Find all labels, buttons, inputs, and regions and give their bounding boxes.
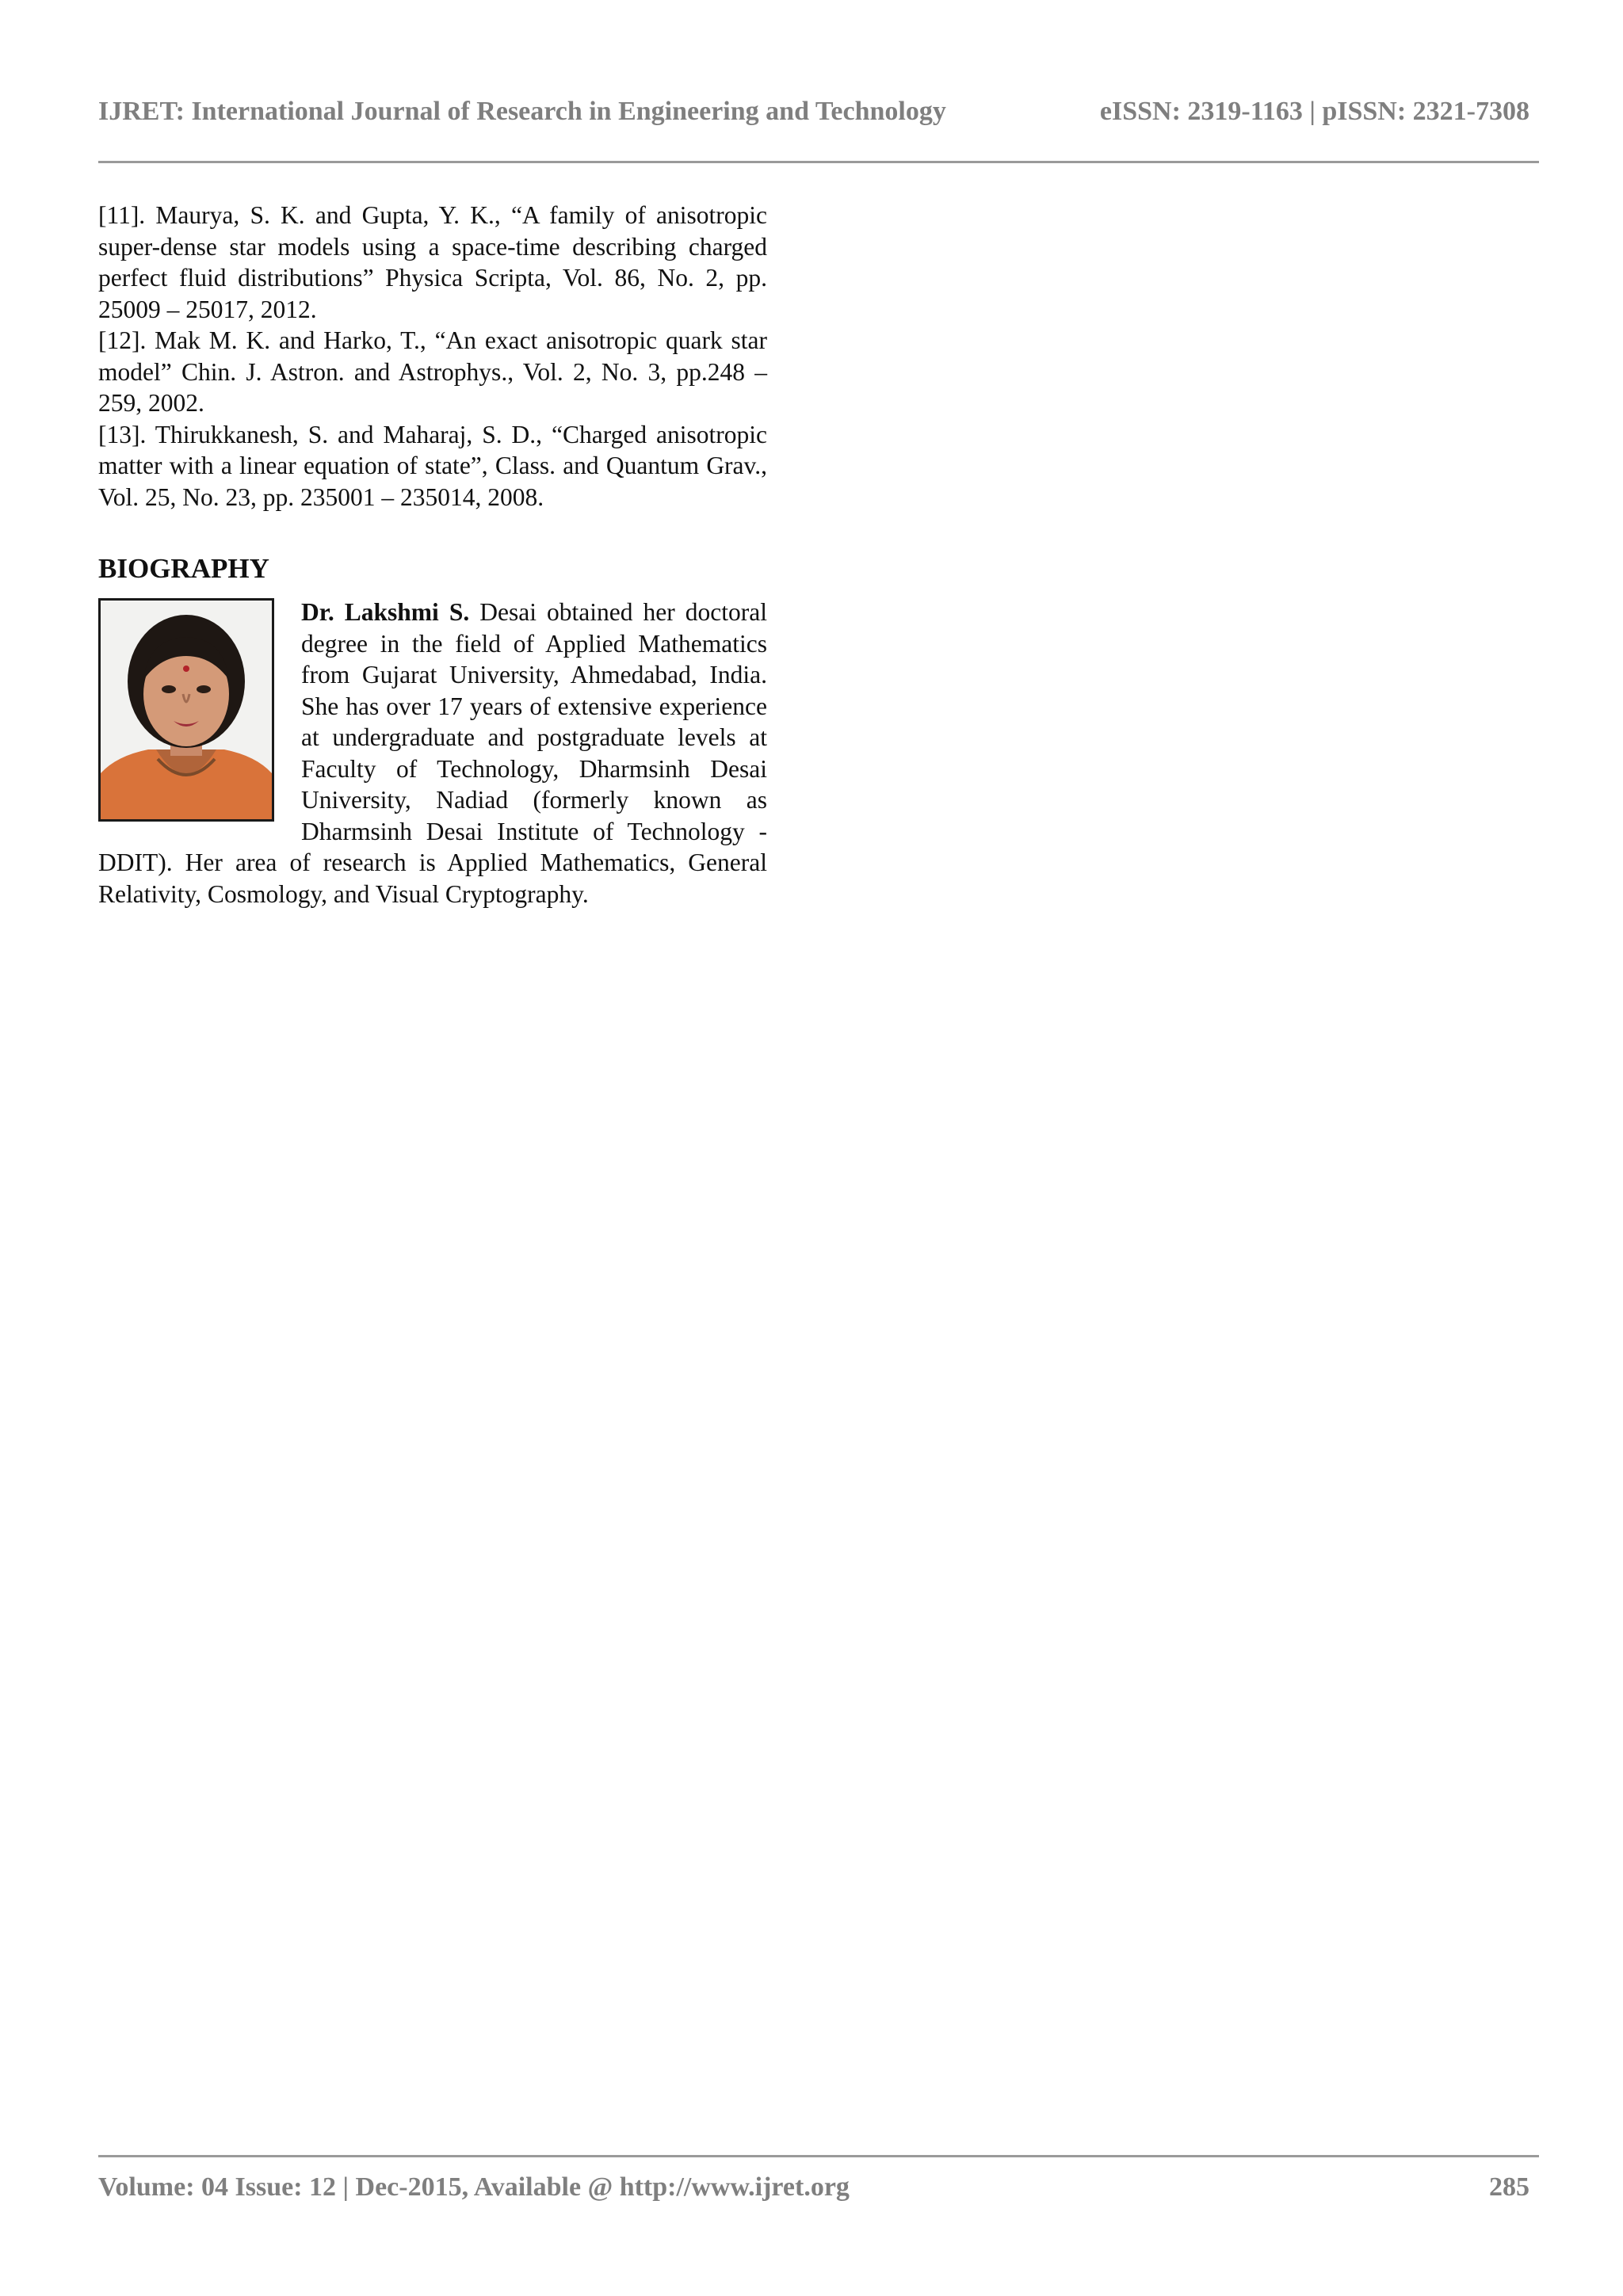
page-footer bbox=[98, 2172, 1529, 2214]
left-column bbox=[98, 200, 767, 910]
biography-author-name: Dr. Lakshmi S. bbox=[301, 598, 470, 626]
portrait-image bbox=[101, 601, 272, 819]
reference-12: [12]. Mak M. K. and Harko, T., “An exact anisotropic quark star model” Chin. J. Astron. and Astrophys., Vol. 2, No. 3, pp.248 – 259, 2002. bbox=[98, 326, 767, 417]
reference-11: [11]. Maurya, S. K. and Gupta, Y. K., “A family of anisotropic super-dense star models using a space-time describing charged perfect fluid distributions” Physica Scripta, Vol. 86, No. 2, pp. 25009 – 25017, 2012. bbox=[98, 201, 767, 323]
reference-13: [13]. Thirukkanesh, S. and Maharaj, S. D., “Charged anisotropic matter with a linear equation of state”, Class. and Quantum Grav., Vol. 25, No. 23, pp. 235001 – 235014, 2008. bbox=[98, 420, 767, 511]
biography-text: Desai obtained her doctoral degree in the field of Applied Mathematics from Gujarat University, Ahmedabad, India. She has over 17 years of extensive experience at undergraduate and postgraduate levels at Faculty of Technology, Dharmsinh Desai University, Nadiad (formerly known as Dharmsinh Desai Institute of Technology - DDIT). Her area of research is Applied Mathematics, General Relativity, Cosmology, and Visual Cryptography. bbox=[98, 598, 767, 908]
page-header bbox=[98, 97, 1529, 138]
header-rule bbox=[98, 161, 1539, 163]
footer-rule bbox=[98, 2155, 1539, 2157]
biography-heading: BIOGRAPHY bbox=[98, 553, 269, 584]
biography-body bbox=[98, 597, 767, 910]
issn-info: eISSN: 2319-1163 | pISSN: 2321-7308 bbox=[1099, 97, 1529, 126]
journal-title: IJRET: International Journal of Research in Engineering and Technology bbox=[98, 97, 946, 126]
page-number: 285 bbox=[1489, 2172, 1529, 2202]
volume-info: Volume: 04 Issue: 12 | Dec-2015, Available @ http://www.ijret.org bbox=[98, 2172, 850, 2202]
author-photo bbox=[98, 598, 274, 822]
